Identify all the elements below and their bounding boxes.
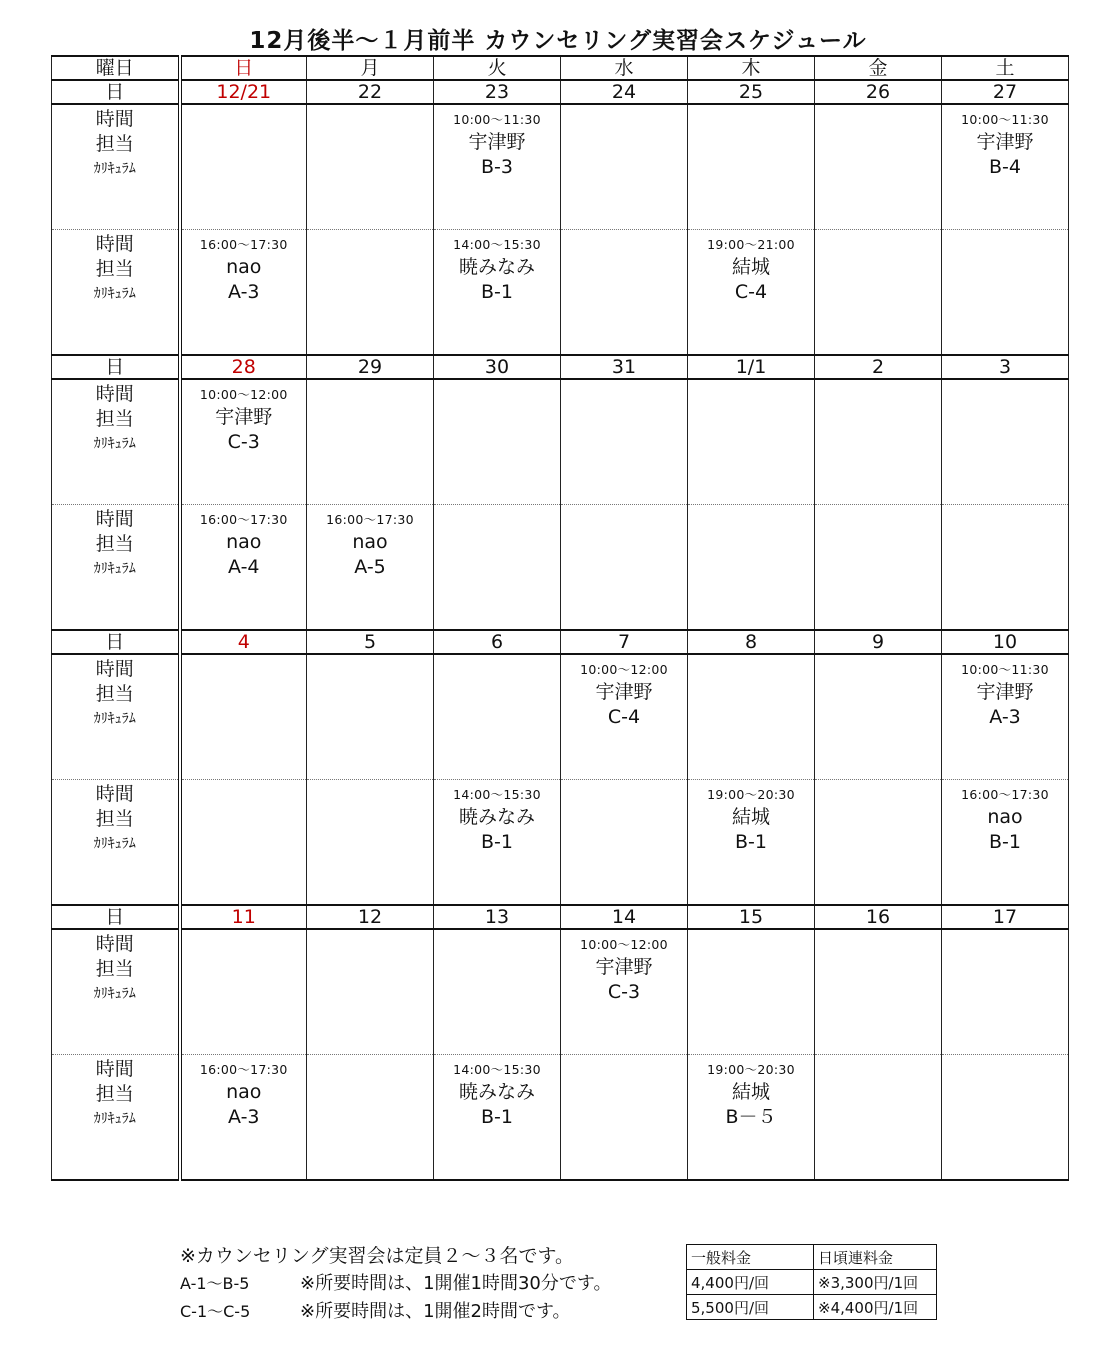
session-cell	[815, 929, 942, 1055]
date-cell: 29	[307, 355, 434, 379]
duration-text-c: ※所要時間は、1開催2時間です。	[300, 1301, 571, 1322]
schedule-grid	[51, 55, 1068, 1219]
session-cell	[561, 1055, 688, 1181]
staff-label: 担当	[95, 408, 134, 430]
session-staff: 結城	[731, 806, 770, 828]
session-cell	[688, 1055, 815, 1181]
session-staff: 宇津野	[595, 681, 653, 703]
time-label: 時間	[95, 508, 134, 530]
duration-text-ab: ※所要時間は、1開催1時間30分です。	[300, 1273, 612, 1294]
price-row-ab	[687, 1270, 937, 1295]
session-cell	[434, 929, 561, 1055]
session-cell	[561, 505, 688, 631]
price-row-c	[687, 1295, 937, 1320]
weekday-header-label: 曜日	[52, 56, 180, 80]
session-row-am-label-group	[52, 105, 178, 182]
footer-notes	[180, 1242, 680, 1326]
session-cell	[307, 505, 434, 631]
date-cell: 8	[688, 630, 815, 654]
session-cell	[434, 1055, 561, 1181]
session-code: B-1	[481, 281, 513, 303]
date-row	[52, 355, 1069, 379]
session-row-am-label	[52, 104, 180, 230]
session-staff: 宇津野	[976, 681, 1034, 703]
curriculum-label: ｶﾘｷｭﾗﾑ	[93, 711, 136, 727]
session-cell	[688, 505, 815, 631]
time-label: 時間	[95, 658, 134, 680]
session-code: A-3	[989, 706, 1021, 728]
session-time: 16:00～17:30	[199, 237, 288, 252]
session-time: 16:00～17:30	[199, 512, 288, 527]
session-cell	[815, 654, 942, 780]
staff-label: 担当	[95, 533, 134, 555]
session-cell	[942, 230, 1069, 356]
session-cell	[688, 654, 815, 780]
date-cell: 25	[688, 80, 815, 104]
session-time: 14:00～15:30	[453, 787, 541, 802]
session-code: A-5	[354, 556, 386, 578]
session-cell	[180, 929, 307, 1055]
session-staff: 宇津野	[976, 131, 1034, 153]
session-cell	[942, 505, 1069, 631]
session-code: B-1	[989, 831, 1021, 853]
weekday-6: 土	[942, 56, 1069, 80]
session-cell	[307, 780, 434, 906]
session-cell	[434, 379, 561, 505]
time-label: 時間	[95, 783, 134, 805]
date-cell: 6	[434, 630, 561, 654]
weekday-0: 日	[180, 56, 307, 80]
date-cell: 4	[180, 630, 307, 654]
date-cell: 31	[561, 355, 688, 379]
duration-note-c	[180, 1298, 680, 1326]
price-header-row	[687, 1245, 937, 1270]
session-time: 19:00～21:00	[707, 237, 795, 252]
time-label: 時間	[95, 108, 134, 130]
date-cell: 15	[688, 905, 815, 929]
session-cell	[180, 104, 307, 230]
session-time: 19:00～20:30	[707, 787, 795, 802]
session-row-pm-label-group	[52, 230, 178, 307]
session-cell	[180, 505, 307, 631]
staff-label: 担当	[95, 133, 134, 155]
session-cell	[307, 379, 434, 505]
session-cell	[942, 379, 1069, 505]
session-cell	[307, 104, 434, 230]
session-row-am-label-group	[52, 655, 178, 732]
page-title: 12月後半～１月前半 カウンセリング実習会スケジュール	[249, 28, 867, 54]
date-row-label: 日	[52, 80, 180, 104]
weekday-4: 木	[688, 56, 815, 80]
date-row	[52, 905, 1069, 929]
date-row-label: 日	[52, 630, 180, 654]
session-cell	[561, 230, 688, 356]
general-price-ab: 4,400円/回	[687, 1270, 814, 1295]
date-row-label: 日	[52, 905, 180, 929]
duration-note-ab	[180, 1270, 680, 1298]
session-row-am	[52, 379, 1069, 505]
date-cell: 24	[561, 80, 688, 104]
session-staff: 結城	[731, 256, 770, 278]
date-cell: 12/21	[180, 80, 307, 104]
session-cell	[688, 379, 815, 505]
session-cell	[180, 654, 307, 780]
date-cell: 5	[307, 630, 434, 654]
session-time: 16:00～17:30	[961, 787, 1049, 802]
session-staff: 宇津野	[595, 956, 653, 978]
session-row-pm-label	[52, 780, 180, 906]
capacity-note: ※カウンセリング実習会は定員２～３名です。	[180, 1245, 575, 1267]
session-row-pm	[52, 780, 1069, 906]
session-code: A-4	[227, 556, 260, 578]
session-cell	[180, 230, 307, 356]
session-row-pm	[52, 230, 1069, 356]
date-cell: 9	[815, 630, 942, 654]
session-cell	[307, 654, 434, 780]
date-cell: 12	[307, 905, 434, 929]
session-code: B-1	[735, 831, 767, 853]
date-cell: 30	[434, 355, 561, 379]
session-code: B-1	[481, 831, 513, 853]
session-row-am-label-group	[52, 930, 178, 1007]
date-cell: 23	[434, 80, 561, 104]
session-staff: nao	[352, 531, 388, 553]
session-row-am-label-group	[52, 380, 178, 457]
session-row-am	[52, 654, 1069, 780]
curriculum-label: ｶﾘｷｭﾗﾑ	[93, 836, 136, 852]
session-cell	[307, 1055, 434, 1181]
session-cell	[815, 505, 942, 631]
session-time: 14:00～15:30	[453, 1062, 541, 1077]
date-cell: 7	[561, 630, 688, 654]
session-cell	[434, 505, 561, 631]
session-cell	[561, 780, 688, 906]
session-staff: nao	[987, 806, 1023, 828]
date-cell: 14	[561, 905, 688, 929]
session-staff: 暁みなみ	[458, 256, 535, 278]
date-cell: 1/1	[688, 355, 815, 379]
session-cell	[688, 230, 815, 356]
session-code: C-4	[734, 281, 768, 303]
session-cell	[561, 929, 688, 1055]
session-code: A-3	[227, 281, 260, 303]
session-cell	[561, 654, 688, 780]
session-row-am-label	[52, 379, 180, 505]
curriculum-range-c: C-1～C-5	[180, 1302, 251, 1321]
session-row-am	[52, 104, 1069, 230]
session-row-pm-label	[52, 230, 180, 356]
session-cell	[434, 654, 561, 780]
session-cell	[307, 929, 434, 1055]
session-cell	[180, 780, 307, 906]
session-row-pm-label-group	[52, 1055, 178, 1132]
session-code: A-3	[227, 1106, 260, 1128]
curriculum-range-ab: A-1～B-5	[180, 1274, 250, 1293]
session-row-pm-label	[52, 505, 180, 631]
session-row-pm	[52, 1055, 1069, 1181]
session-row-pm-label-group	[52, 780, 178, 857]
time-label: 時間	[95, 933, 134, 955]
session-cell	[815, 104, 942, 230]
session-staff: nao	[226, 1081, 262, 1103]
session-cell	[307, 230, 434, 356]
session-cell	[561, 379, 688, 505]
weekday-5: 金	[815, 56, 942, 80]
session-cell	[942, 654, 1069, 780]
curriculum-label: ｶﾘｷｭﾗﾑ	[93, 1111, 136, 1127]
date-row	[52, 80, 1069, 104]
session-cell	[942, 929, 1069, 1055]
date-cell: 16	[815, 905, 942, 929]
session-cell	[815, 230, 942, 356]
session-code: B-1	[481, 1106, 513, 1128]
date-row	[52, 630, 1069, 654]
session-code: B－５	[725, 1106, 777, 1128]
session-staff: nao	[226, 256, 262, 278]
session-row-am-label	[52, 929, 180, 1055]
session-code: B-3	[481, 156, 513, 178]
staff-label: 担当	[95, 808, 134, 830]
time-label: 時間	[95, 233, 134, 255]
session-cell	[434, 230, 561, 356]
session-cell	[434, 104, 561, 230]
session-cell	[561, 104, 688, 230]
session-staff: 暁みなみ	[458, 806, 535, 828]
session-cell	[815, 379, 942, 505]
session-time: 10:00～11:30	[453, 112, 541, 127]
session-row-am	[52, 929, 1069, 1055]
session-staff: 結城	[731, 1081, 770, 1103]
general-price-c: 5,500円/回	[687, 1295, 814, 1320]
session-code: C-4	[607, 706, 641, 728]
curriculum-label: ｶﾘｷｭﾗﾑ	[93, 561, 136, 577]
weekday-2: 火	[434, 56, 561, 80]
session-time: 10:00～12:00	[199, 387, 288, 402]
session-cell	[815, 780, 942, 906]
regular-price-c: ※4,400円/1回	[814, 1295, 937, 1320]
general-price-label: 一般料金	[687, 1245, 814, 1270]
session-time: 10:00～12:00	[580, 662, 668, 677]
curriculum-label: ｶﾘｷｭﾗﾑ	[93, 161, 136, 177]
date-row-label: 日	[52, 355, 180, 379]
session-cell	[180, 379, 307, 505]
regular-price-label: 日頃連料金	[814, 1245, 937, 1270]
price-table	[686, 1244, 937, 1320]
session-cell	[434, 780, 561, 906]
schedule-table	[51, 55, 1069, 1181]
date-cell: 22	[307, 80, 434, 104]
session-row-pm-label-group	[52, 505, 178, 582]
time-label: 時間	[95, 1058, 134, 1080]
date-cell: 17	[942, 905, 1069, 929]
staff-label: 担当	[95, 958, 134, 980]
session-time: 16:00～17:30	[199, 1062, 288, 1077]
session-code: C-3	[227, 431, 260, 453]
session-cell	[942, 104, 1069, 230]
session-row-pm	[52, 505, 1069, 631]
session-cell	[942, 780, 1069, 906]
session-time: 16:00～17:30	[326, 512, 414, 527]
session-cell	[688, 780, 815, 906]
date-cell: 26	[815, 80, 942, 104]
curriculum-label: ｶﾘｷｭﾗﾑ	[93, 986, 136, 1002]
session-time: 14:00～15:30	[453, 237, 541, 252]
curriculum-label: ｶﾘｷｭﾗﾑ	[93, 436, 136, 452]
staff-label: 担当	[95, 683, 134, 705]
date-cell: 2	[815, 355, 942, 379]
session-staff: nao	[226, 531, 262, 553]
session-code: B-4	[989, 156, 1021, 178]
weekday-header-row	[52, 56, 1069, 80]
session-time: 10:00～12:00	[580, 937, 668, 952]
date-cell: 11	[180, 905, 307, 929]
session-time: 19:00～20:30	[707, 1062, 795, 1077]
session-time: 10:00～11:30	[961, 112, 1049, 127]
session-row-am-label	[52, 654, 180, 780]
date-cell: 3	[942, 355, 1069, 379]
time-label: 時間	[95, 383, 134, 405]
session-cell	[815, 1055, 942, 1181]
session-cell	[180, 1055, 307, 1181]
session-row-pm-label	[52, 1055, 180, 1181]
date-cell: 27	[942, 80, 1069, 104]
weekday-3: 水	[561, 56, 688, 80]
session-staff: 暁みなみ	[458, 1081, 535, 1103]
session-staff: 宇津野	[215, 406, 273, 428]
curriculum-label: ｶﾘｷｭﾗﾑ	[93, 286, 136, 302]
session-staff: 宇津野	[468, 131, 526, 153]
date-cell: 28	[180, 355, 307, 379]
session-time: 10:00～11:30	[961, 662, 1049, 677]
regular-price-ab: ※3,300円/1回	[814, 1270, 937, 1295]
date-cell: 13	[434, 905, 561, 929]
date-cell: 10	[942, 630, 1069, 654]
session-cell	[688, 929, 815, 1055]
weekday-1: 月	[307, 56, 434, 80]
staff-label: 担当	[95, 1083, 134, 1105]
session-cell	[942, 1055, 1069, 1181]
session-code: C-3	[607, 981, 641, 1003]
session-cell	[688, 104, 815, 230]
staff-label: 担当	[95, 258, 134, 280]
